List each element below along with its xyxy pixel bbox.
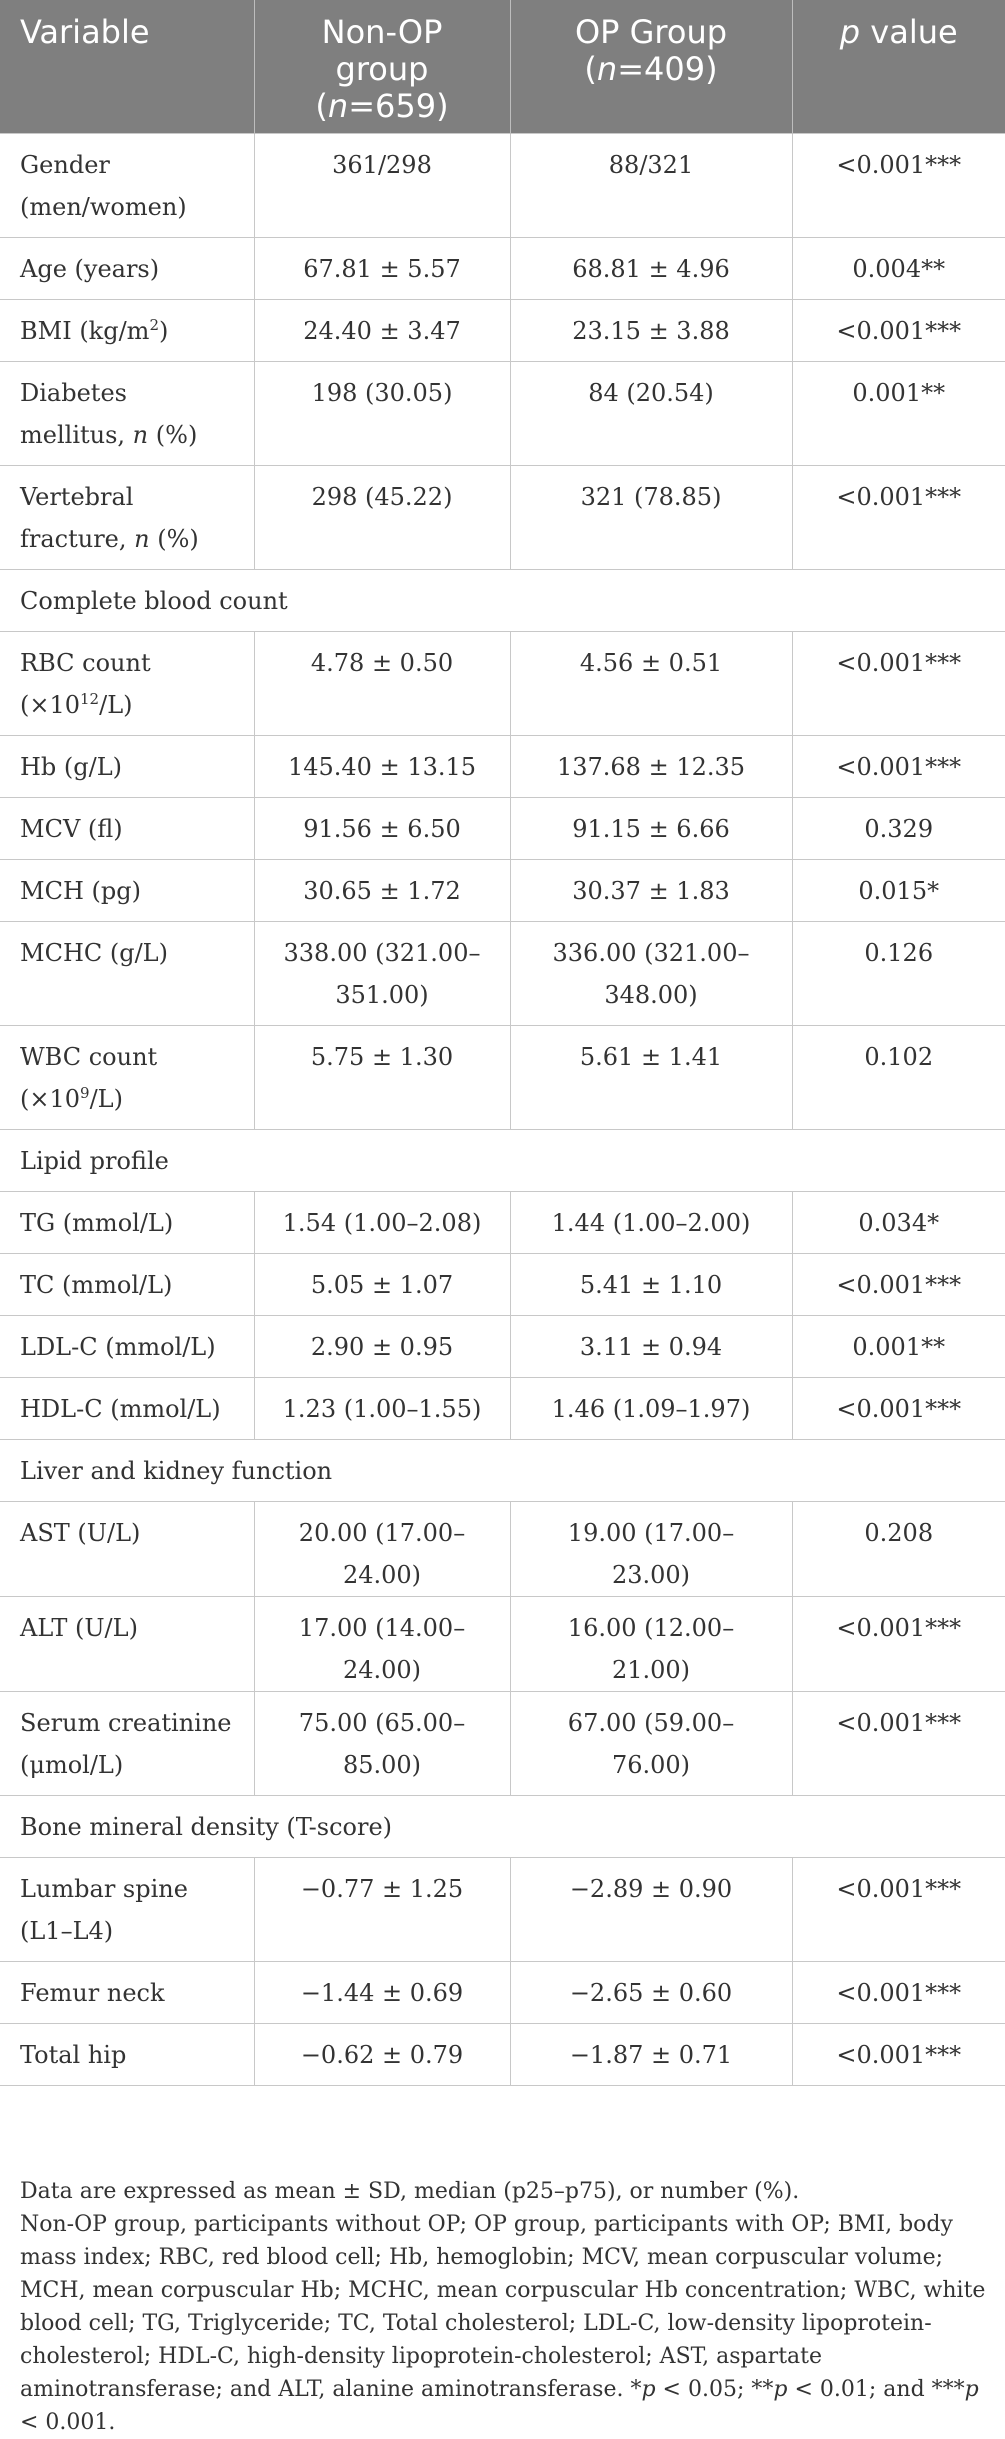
variable-cell: Diabetes mellitus, n (%) [0, 362, 254, 466]
variable-cell: MCHC (g/L) [0, 922, 254, 1026]
nonop-value-cell: 338.00 (321.00–351.00) [254, 922, 510, 1026]
p-value-cell: <0.001*** [792, 736, 1005, 798]
variable-cell: LDL-C (mmol/L) [0, 1316, 254, 1378]
footnote-data-expression: Data are expressed as mean ± SD, median (p25–p75), or number (%). [20, 2179, 800, 2204]
table-row [0, 1026, 1005, 1130]
op-value-cell: 3.11 ± 0.94 [510, 1316, 792, 1378]
variable-cell: HDL-C (mmol/L) [0, 1378, 254, 1440]
section-label: Lipid profile [0, 1130, 1005, 1192]
table-row [0, 1316, 1005, 1378]
op-value-cell: 1.44 (1.00–2.00) [510, 1192, 792, 1254]
nonop-value-cell: 24.40 ± 3.47 [254, 300, 510, 362]
nonop-value-cell: 298 (45.22) [254, 466, 510, 570]
nonop-value-cell: 5.75 ± 1.30 [254, 1026, 510, 1130]
table-row [0, 1192, 1005, 1254]
nonop-value-cell: 145.40 ± 13.15 [254, 736, 510, 798]
op-value-cell: −1.87 ± 0.71 [510, 2024, 792, 2086]
table-row [0, 1378, 1005, 1440]
op-value-cell: −2.89 ± 0.90 [510, 1858, 792, 1962]
p-value-cell: 0.001** [792, 362, 1005, 466]
nonop-value-cell: 67.81 ± 5.57 [254, 238, 510, 300]
footnote-abbreviations: Non-OP group, participants without OP; OP group, participants with OP; BMI, body mass index; RBC, red blood cell; Hb, hemoglobin; MCV, mean corpuscular volume; MCH, mean corpuscular Hb; MCHC, mean corpuscular Hb concentration; WBC, white blood cell; TG, Triglyceride; TC, Total cholesterol; LDL-C, low-density lipoprotein-cholesterol; HDL-C, high-density lipoprotein-cholesterol; AST, aspartate aminotransferase; and ALT, alanine aminotransferase. *p < 0.05; **p < 0.01; and ***p < 0.001. [20, 2212, 986, 2435]
section-label: Complete blood count [0, 570, 1005, 632]
table-row [0, 632, 1005, 736]
variable-cell: AST (U/L) [0, 1502, 254, 1597]
op-value-cell: 30.37 ± 1.83 [510, 860, 792, 922]
op-value-cell: 91.15 ± 6.66 [510, 798, 792, 860]
variable-cell: Age (years) [0, 238, 254, 300]
variable-cell: TG (mmol/L) [0, 1192, 254, 1254]
table-row [0, 362, 1005, 466]
header-op-group: OP Group (n=409) [510, 0, 792, 134]
header-p-value: p value [792, 0, 1005, 134]
section-row [0, 570, 1005, 632]
op-value-cell: 4.56 ± 0.51 [510, 632, 792, 736]
p-value-cell: 0.208 [792, 1502, 1005, 1597]
nonop-value-cell: −0.77 ± 1.25 [254, 1858, 510, 1962]
table-header [0, 0, 1005, 134]
section-label: Liver and kidney function [0, 1440, 1005, 1502]
p-value-cell: <0.001*** [792, 1692, 1005, 1796]
table-row [0, 300, 1005, 362]
table-row [0, 1597, 1005, 1692]
variable-cell: BMI $(kg/m^2)$ [0, 300, 254, 362]
table-row [0, 238, 1005, 300]
nonop-value-cell: 5.05 ± 1.07 [254, 1254, 510, 1316]
op-value-cell: −2.65 ± 0.60 [510, 1962, 792, 2024]
p-value-cell: 0.102 [792, 1026, 1005, 1130]
op-value-cell: 84 (20.54) [510, 362, 792, 466]
table-row [0, 466, 1005, 570]
table-body [0, 134, 1005, 2086]
variable-cell: WBC count $(\times 10^9/L)$ [0, 1026, 254, 1130]
p-value-cell: 0.015* [792, 860, 1005, 922]
p-value-cell: 0.329 [792, 798, 1005, 860]
op-value-cell: 1.46 (1.09–1.97) [510, 1378, 792, 1440]
p-value-cell: <0.001*** [792, 632, 1005, 736]
p-value-cell: <0.001*** [792, 300, 1005, 362]
op-value-cell: 5.61 ± 1.41 [510, 1026, 792, 1130]
nonop-value-cell: −1.44 ± 0.69 [254, 1962, 510, 2024]
variable-cell: Femur neck [0, 1962, 254, 2024]
section-label: Bone mineral density (T-score) [0, 1796, 1005, 1858]
p-value-cell: <0.001*** [792, 2024, 1005, 2086]
variable-cell: Gender (men/women) [0, 134, 254, 238]
table-row [0, 134, 1005, 238]
p-value-cell: <0.001*** [792, 466, 1005, 570]
header-variable: Variable [0, 0, 254, 134]
variable-cell: Hb (g/L) [0, 736, 254, 798]
header-row [0, 0, 1005, 134]
nonop-value-cell: 1.23 (1.00–1.55) [254, 1378, 510, 1440]
nonop-value-cell: 75.00 (65.00–85.00) [254, 1692, 510, 1796]
table-row [0, 1962, 1005, 2024]
variable-cell: Vertebral fracture, n (%) [0, 466, 254, 570]
header-nonop-group: Non-OP group (n=659) [254, 0, 510, 134]
variable-cell: Total hip [0, 2024, 254, 2086]
table-row [0, 1692, 1005, 1796]
table-footnotes [20, 2175, 990, 2439]
op-value-cell: 336.00 (321.00–348.00) [510, 922, 792, 1026]
table-row [0, 860, 1005, 922]
op-value-cell: 19.00 (17.00–23.00) [510, 1502, 792, 1597]
nonop-value-cell: −0.62 ± 0.79 [254, 2024, 510, 2086]
op-value-cell: 5.41 ± 1.10 [510, 1254, 792, 1316]
nonop-value-cell: 20.00 (17.00–24.00) [254, 1502, 510, 1597]
nonop-value-cell: 4.78 ± 0.50 [254, 632, 510, 736]
p-value-cell: 0.001** [792, 1316, 1005, 1378]
table-row [0, 922, 1005, 1026]
nonop-value-cell: 17.00 (14.00–24.00) [254, 1597, 510, 1692]
section-row [0, 1440, 1005, 1502]
section-row [0, 1796, 1005, 1858]
nonop-value-cell: 91.56 ± 6.50 [254, 798, 510, 860]
variable-cell: ALT (U/L) [0, 1597, 254, 1692]
variable-cell: TC (mmol/L) [0, 1254, 254, 1316]
nonop-value-cell: 198 (30.05) [254, 362, 510, 466]
variable-cell: MCV (fl) [0, 798, 254, 860]
op-value-cell: 88/321 [510, 134, 792, 238]
variable-cell: Serum creatinine (μmol/L) [0, 1692, 254, 1796]
op-value-cell: 67.00 (59.00–76.00) [510, 1692, 792, 1796]
section-row [0, 1130, 1005, 1192]
op-value-cell: 137.68 ± 12.35 [510, 736, 792, 798]
table-row [0, 2024, 1005, 2086]
op-value-cell: 16.00 (12.00–21.00) [510, 1597, 792, 1692]
table-row [0, 1502, 1005, 1597]
p-value-cell: <0.001*** [792, 134, 1005, 238]
variable-cell: RBC count $(\times 10^{12}/L)$ [0, 632, 254, 736]
table-row [0, 1858, 1005, 1962]
nonop-value-cell: 30.65 ± 1.72 [254, 860, 510, 922]
p-value-cell: 0.004** [792, 238, 1005, 300]
p-value-cell: <0.001*** [792, 1858, 1005, 1962]
op-value-cell: 321 (78.85) [510, 466, 792, 570]
p-value-cell: <0.001*** [792, 1378, 1005, 1440]
p-value-cell: 0.034* [792, 1192, 1005, 1254]
nonop-value-cell: 361/298 [254, 134, 510, 238]
p-value-cell: <0.001*** [792, 1962, 1005, 2024]
variable-cell: Lumbar spine (L1–L4) [0, 1858, 254, 1962]
variable-cell: MCH (pg) [0, 860, 254, 922]
table-row [0, 1254, 1005, 1316]
p-value-cell: 0.126 [792, 922, 1005, 1026]
op-value-cell: 23.15 ± 3.88 [510, 300, 792, 362]
p-value-cell: <0.001*** [792, 1597, 1005, 1692]
p-value-cell: <0.001*** [792, 1254, 1005, 1316]
nonop-value-cell: 1.54 (1.00–2.08) [254, 1192, 510, 1254]
op-value-cell: 68.81 ± 4.96 [510, 238, 792, 300]
table-row [0, 736, 1005, 798]
nonop-value-cell: 2.90 ± 0.95 [254, 1316, 510, 1378]
table-row [0, 798, 1005, 860]
